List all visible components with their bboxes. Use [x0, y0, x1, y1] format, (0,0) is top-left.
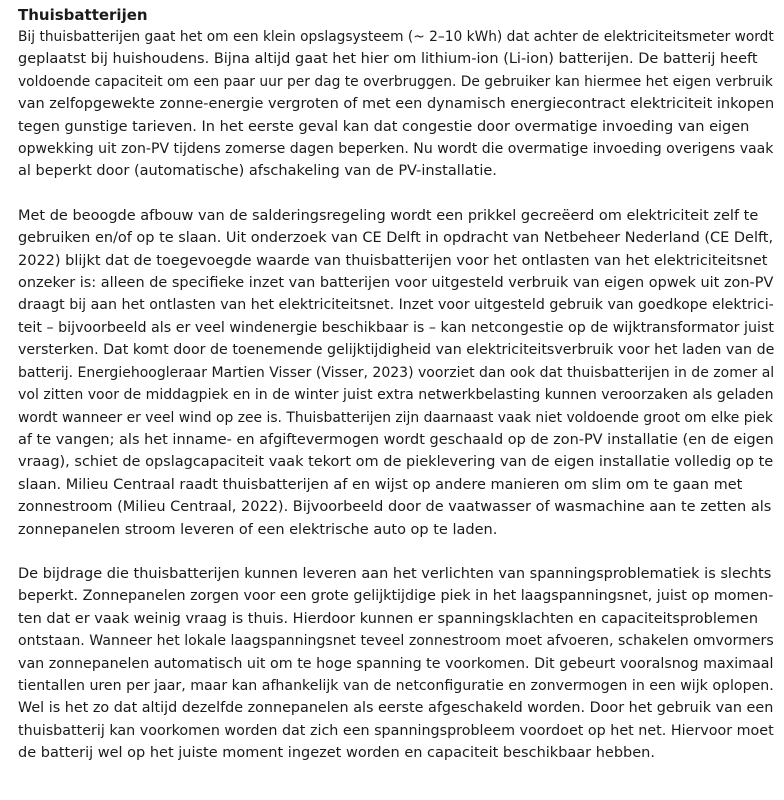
text-line: teit – bijvoorbeeld als er veel windenergie beschikbaar is – kan netcongestie op de wijktransformator juist [18, 319, 774, 336]
body-text [18, 26, 774, 765]
text-line: opwekking uit zon-PV tijdens zomerse dagen beperken. Nu wordt die overmatige invoeding overigens vaak [18, 141, 774, 158]
text-line: ten dat er vaak weinig vraag is thuis. Hierdoor kunnen er spanningsklachten en capaciteitsproblemen [18, 610, 759, 627]
text-line: geplaatst bij huishoudens. Bijna altijd gaat het hier om lithium-ion (Li-ion) batterijen. De batterij heeft [18, 51, 758, 68]
text-line: 2022) blijkt dat de toegevoegde waarde van thuisbatterijen voor het ontlasten van het elektriciteitsnet [18, 252, 768, 269]
text-line: tegen gunstige tarieven. In het eerste geval kan dat congestie door overmatige invoeding van eigen [18, 118, 750, 135]
text-line: vol zitten voor de middagpiek en in de winter juist extra netwerkbelasting kunnen veroorzaken als geladen [18, 387, 774, 404]
text-line: slaan. Milieu Centraal raadt thuisbatterijen af en wijst op andere manieren om slim om te gaan met [18, 476, 743, 493]
section-heading: Thuisbatterijen [18, 6, 148, 24]
text-line: Wel is het zo dat altijd dezelfde zonnepanelen als eerste afgeschakeld worden. Door het gebruik van een [18, 700, 774, 717]
text-line: de batterij wel op het juiste moment ingezet worden en capaciteit beschikbaar hebben. [18, 745, 655, 762]
text-line: draagt bij aan het ontlasten van het elektriciteitsnet. Inzet voor uitgesteld gebruik van goedkope elektrici- [18, 297, 774, 314]
text-line: van zonnepanelen automatisch uit om te hoge spanning te voorkomen. Dit gebeurt vooralsnog maximaal [18, 655, 774, 672]
text-line: van zelfopgewekte zonne-energie vergroten of met een dynamisch energiecontract elektriciteit inkopen [18, 96, 775, 113]
text-line: zonnepanelen stroom leveren of een elektrische auto op te laden. [18, 521, 498, 538]
text-line: wordt wanneer er veel wind op zee is. Thuisbatterijen zijn daarnaast vaak niet voldoende groot om elke piek [18, 409, 773, 426]
text-line: af te vangen; als het inname- en afgiftevermogen wordt geschaald op de zon-PV installatie (en de eigen [18, 431, 774, 448]
text-line: zonnestroom (Milieu Centraal, 2022). Bijvoorbeeld door de vaatwasser of wasmachine aan te zetten als [18, 499, 772, 516]
text-line: ontstaan. Wanneer het lokale laagspanningsnet teveel zonnestroom moet afvoeren, schakelen omvormers [18, 633, 774, 650]
paragraph [18, 205, 774, 541]
text-line: beperkt. Zonnepanelen zorgen voor een grote gelijktijdige piek in het laagspanningsnet, juist op momen- [18, 588, 774, 605]
text-line: Bij thuisbatterijen gaat het om een klein opslagsysteem (~ 2–10 kWh) dat achter de elektriciteitsmeter wordt [18, 29, 774, 45]
text-line: versterken. Dat komt door de toenemende gelijktijdigheid van elektriciteitsverbruik voor het laden van de [18, 342, 775, 359]
text-line: onzeker is: alleen de specifieke inzet van batterijen voor uitgesteld verbruik van eigen opwek uit zon-PV [18, 275, 774, 292]
paragraph [18, 26, 774, 183]
paragraph [18, 563, 774, 765]
text-line: gebruiken en/of op te slaan. Uit onderzoek van CE Delft in opdracht van Netbeheer Nederland (CE Delft, [18, 230, 774, 247]
text-line: De bijdrage die thuisbatterijen kunnen leveren aan het verlichten van spanningsproblematiek is slechts [18, 565, 772, 582]
text-line: thuisbatterij kan voorkomen worden dat zich een spanningsprobleem voordoet op het net. Hiervoor moet [18, 722, 774, 739]
text-line: Met de beoogde afbouw van de salderingsregeling wordt een prikkel gecreëerd om elektriciteit zelf te [18, 207, 759, 224]
text-line: batterij. Energiehoogleraar Martien Visser (Visser, 2023) voorziet dan ook dat thuisbatterijen in de zomer al [18, 364, 775, 381]
text-line: al beperkt door (automatische) afschakeling van de PV-installatie. [18, 163, 497, 180]
text-line: tientallen uren per jaar, maar kan afhankelijk van de netconfiguratie en zonvermogen in een wijk oplopen. [18, 677, 774, 694]
text-line: vraag), schiet de opslagcapaciteit vaak tekort om de pieklevering van de eigen installatie volledig op te [18, 454, 774, 471]
text-line: voldoende capaciteit om een paar uur per dag te overbruggen. De gebruiker kan hiermee het eigen verbruik [18, 73, 773, 90]
